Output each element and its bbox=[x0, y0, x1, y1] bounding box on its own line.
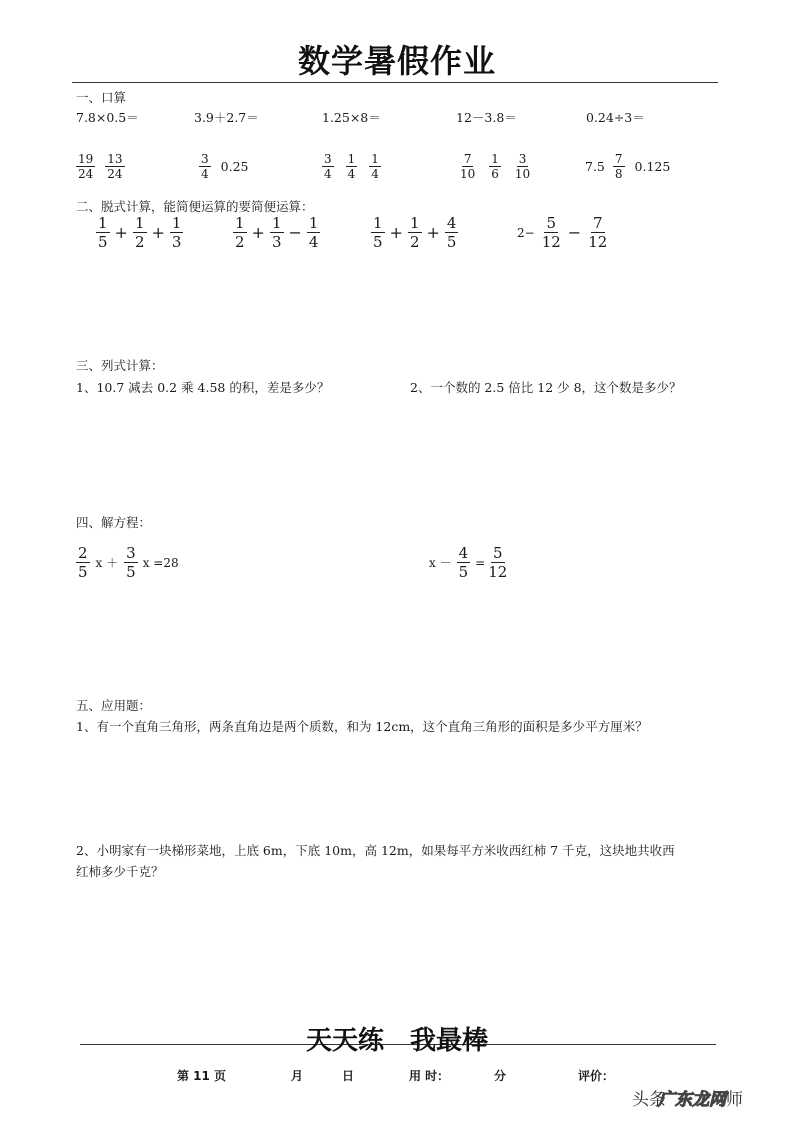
fraction: $\frac{1}{4}$ bbox=[371, 152, 379, 181]
fraction: $\frac{1}{4}$ bbox=[308, 214, 319, 251]
fraction: $\frac{7}{12}$ bbox=[588, 214, 608, 251]
watermark-suffix: 师 bbox=[726, 1090, 743, 1110]
oral-frac-group-3 bbox=[318, 152, 385, 181]
footer-slogan bbox=[0, 1020, 794, 1057]
fraction: $\frac{3}{10}$ bbox=[514, 152, 531, 181]
footer-evaluation-label: 评价： bbox=[578, 1069, 615, 1083]
fraction: $\frac{7}{10}$ bbox=[460, 152, 476, 181]
equation-term: x ＋ bbox=[95, 556, 119, 570]
equation-term: x =28 bbox=[142, 555, 179, 570]
fraction: $\frac{5}{12}$ bbox=[488, 544, 508, 581]
fraction: $\frac{1}{2}$ bbox=[409, 214, 420, 251]
fraction: $\frac{1}{3}$ bbox=[171, 214, 182, 251]
watermark-brand: 广东龙网 bbox=[658, 1090, 726, 1110]
operator: + bbox=[251, 223, 265, 242]
equation-1 bbox=[72, 544, 180, 581]
oral-frac-group-5 bbox=[585, 152, 670, 181]
oral-frac-group-4 bbox=[454, 152, 536, 181]
fraction: $\frac{1}{6}$ bbox=[491, 152, 499, 181]
fraction: $\frac{5}{12}$ bbox=[541, 214, 561, 251]
fraction: $\frac{1}{5}$ bbox=[373, 214, 383, 251]
fraction: $\frac{1}{4}$ bbox=[347, 152, 356, 181]
fraction: $\frac{1}{3}$ bbox=[271, 214, 282, 251]
step-calc-3 bbox=[367, 214, 462, 251]
section1-heading: 一、口算 bbox=[76, 90, 127, 105]
word-calc-q2: 2、一个数的 2.5 倍比 12 少 8，这个数是多少？ bbox=[410, 380, 682, 395]
slogan-text: 天天练 我最棒 bbox=[305, 1026, 488, 1056]
fraction: $\frac{4}{5}$ bbox=[446, 214, 457, 251]
operator: + bbox=[389, 223, 403, 242]
application-q2-line2: 红柿多少千克？ bbox=[76, 864, 164, 879]
operator: + bbox=[426, 223, 440, 242]
section3-heading: 三、列式计算： bbox=[76, 358, 164, 373]
fraction: $\frac{19}{24}$ bbox=[78, 152, 94, 181]
fraction: $\frac{1}{2}$ bbox=[134, 214, 145, 251]
header-divider bbox=[72, 82, 718, 83]
footer-day-label: 日 bbox=[342, 1069, 355, 1083]
fraction: $\frac{3}{4}$ bbox=[201, 152, 209, 181]
step-calc-2 bbox=[229, 214, 324, 251]
operator: + bbox=[151, 223, 165, 242]
equation-2 bbox=[428, 544, 513, 581]
watermark-prefix: 头条 bbox=[632, 1090, 666, 1110]
decimal-value: 0.25 bbox=[220, 158, 249, 174]
oral-calc-2: 3.9＋2.7＝ bbox=[194, 110, 259, 125]
leading-term: 2− bbox=[517, 225, 535, 240]
footer-time-label: 用 时： bbox=[409, 1069, 450, 1083]
page-title: 数学暑假作业 bbox=[297, 42, 496, 80]
oral-frac-group-1 bbox=[72, 152, 129, 181]
decimal-value: 7.5 bbox=[585, 158, 605, 174]
oral-calc-5: 0.24÷3＝ bbox=[586, 110, 645, 125]
application-q1: 1、有一个直角三角形，两条直角边是两个质数，和为 12cm，这个直角三角形的面积是多少平方厘米？ bbox=[76, 719, 648, 734]
oral-frac-group-2 bbox=[195, 152, 248, 181]
fraction: $\frac{3}{5}$ bbox=[126, 544, 136, 581]
operator: − bbox=[288, 223, 302, 242]
equation-term: = bbox=[475, 555, 486, 570]
fraction: $\frac{1}{2}$ bbox=[235, 214, 245, 251]
watermark bbox=[632, 1085, 743, 1110]
word-calc-q1: 1、10.7 减去 0.2 乘 4.58 的积，差是多少？ bbox=[76, 380, 330, 395]
footer-month-label: 月 bbox=[291, 1069, 304, 1083]
fraction: $\frac{2}{5}$ bbox=[78, 544, 88, 581]
section2-heading: 二、脱式计算，能简便运算的要简便运算： bbox=[76, 199, 314, 214]
equation-term: x － bbox=[429, 556, 452, 570]
operator: − bbox=[567, 223, 582, 242]
step-calc-1 bbox=[92, 214, 187, 251]
section4-heading: 四、解方程： bbox=[76, 515, 152, 530]
footer-page-number: 第 11 页 bbox=[177, 1069, 227, 1083]
decimal-value: 0.125 bbox=[634, 158, 671, 174]
operator: + bbox=[114, 223, 128, 242]
footer-minute-label: 分 bbox=[494, 1069, 507, 1083]
oral-calc-3: 1.25×8＝ bbox=[322, 110, 381, 125]
fraction: $\frac{7}{8}$ bbox=[614, 152, 623, 181]
oral-calc-4: 12－3.8＝ bbox=[456, 110, 517, 125]
fraction: $\frac{1}{5}$ bbox=[98, 214, 108, 251]
step-calc-4 bbox=[516, 214, 613, 251]
fraction: $\frac{13}{24}$ bbox=[107, 152, 123, 181]
oral-calc-1: 7.8×0.5＝ bbox=[76, 110, 139, 125]
fraction: $\frac{4}{5}$ bbox=[458, 544, 469, 581]
section5-heading: 五、应用题： bbox=[76, 698, 152, 713]
application-q2-line1: 2、小明家有一块梯形菜地，上底 6m，下底 10m，高 12m，如果每平方米收西红柿 7 千克，这块地共收西 bbox=[76, 843, 675, 858]
fraction: $\frac{3}{4}$ bbox=[324, 152, 332, 181]
